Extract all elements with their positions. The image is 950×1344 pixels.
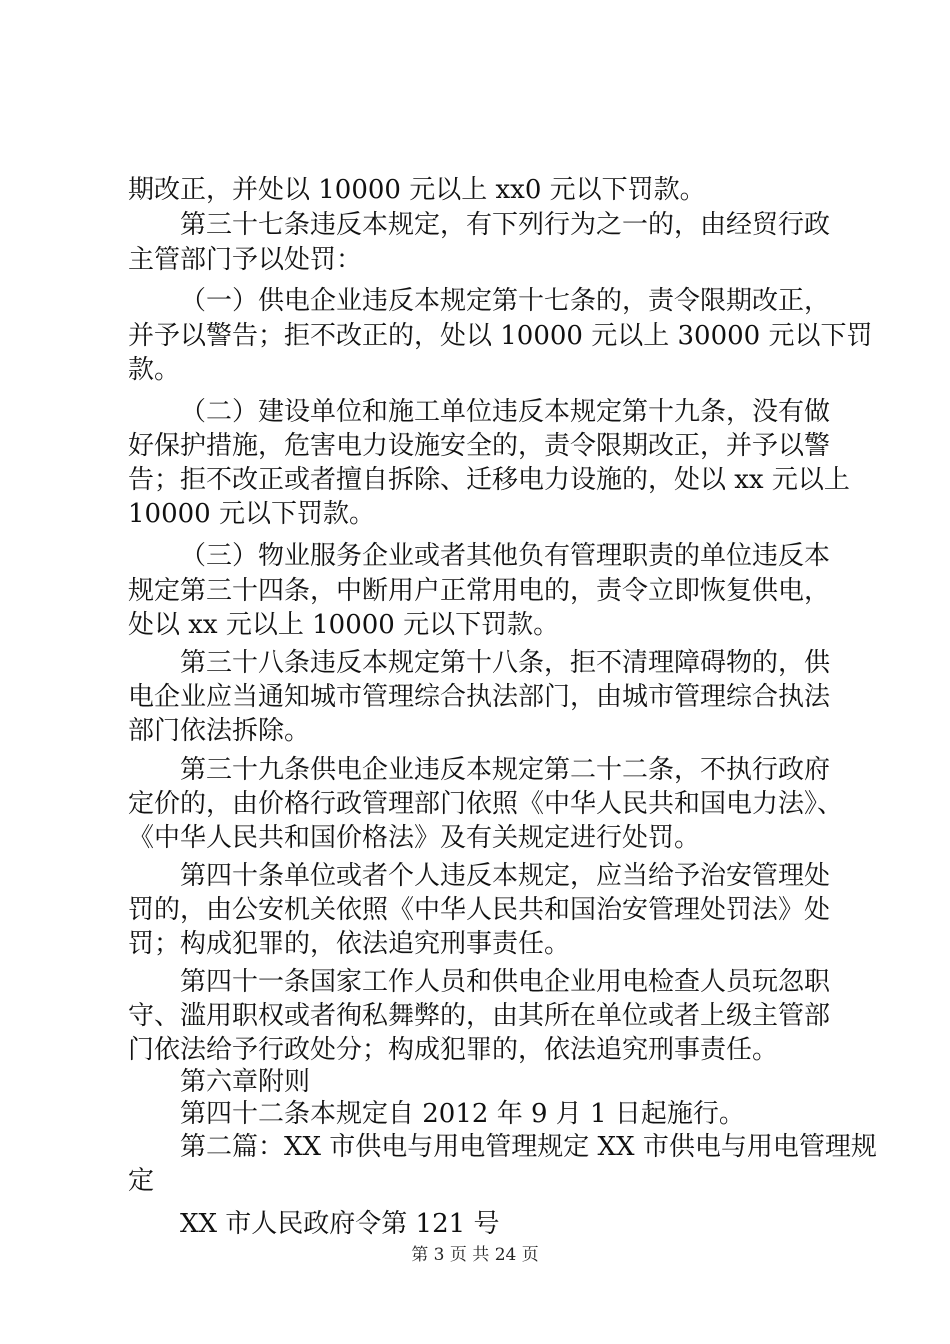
- text-line: 部门依法拆除。: [128, 716, 311, 746]
- text-line: 第四十二条本规定自 2012 年 9 月 1 日起施行。: [180, 1099, 745, 1129]
- text-line: （一）供电企业违反本规定第十七条的，责令限期改正，: [180, 286, 831, 316]
- text-line: 第三十八条违反本规定第十八条，拒不清理障碍物的，供: [180, 648, 831, 678]
- text-line: 主管部门予以处罚：: [128, 245, 363, 275]
- text-line: 规定第三十四条，中断用户正常用电的，责令立即恢复供电，: [128, 576, 831, 606]
- text-line: 罚；构成犯罪的，依法追究刑事责任。: [128, 929, 571, 959]
- text-line: 第三十七条违反本规定，有下列行为之一的，由经贸行政: [180, 210, 831, 240]
- decree-number: XX 市人民政府令第 121 号: [180, 1209, 500, 1239]
- article-title: 定: [128, 1166, 155, 1196]
- text-line: 第四十一条国家工作人员和供电企业用电检查人员玩忽职: [180, 967, 831, 997]
- section-heading: 第六章附则: [180, 1067, 311, 1097]
- text-line: 款。: [128, 355, 181, 385]
- text-line: （三）物业服务企业或者其他负有管理职责的单位违反本: [180, 541, 831, 571]
- text-line: 罚的，由公安机关依照《中华人民共和国治安管理处罚法》处: [128, 895, 831, 925]
- text-line: 定价的，由价格行政管理部门依照《中华人民共和国电力法》、: [128, 789, 844, 819]
- text-line: 好保护措施，危害电力设施安全的，责令限期改正，并予以警: [128, 431, 831, 461]
- text-line: 《中华人民共和国价格法》及有关规定进行处罚。: [128, 823, 701, 853]
- text-line: 期改正，并处以 10000 元以上 xx0 元以下罚款。: [128, 175, 706, 205]
- text-line: 并予以警告；拒不改正的，处以 10000 元以上 30000 元以下罚: [128, 321, 873, 351]
- article-title: 第二篇：XX 市供电与用电管理规定 XX 市供电与用电管理规: [180, 1132, 877, 1162]
- text-line: 处以 xx 元以上 10000 元以下罚款。: [128, 610, 560, 640]
- text-line: 第三十九条供电企业违反本规定第二十二条，不执行政府: [180, 755, 831, 785]
- text-line: 告；拒不改正或者擅自拆除、迁移电力设施的，处以 xx 元以上: [128, 465, 850, 495]
- text-line: 10000 元以下罚款。: [128, 499, 375, 529]
- text-line: 电企业应当通知城市管理综合执法部门，由城市管理综合执法: [128, 682, 831, 712]
- text-line: 门依法给予行政处分；构成犯罪的，依法追究刑事责任。: [128, 1035, 779, 1065]
- text-line: （二）建设单位和施工单位违反本规定第十九条，没有做: [180, 397, 831, 427]
- page-footer: 第 3 页 共 24 页: [411, 1245, 539, 1265]
- text-line: 第四十条单位或者个人违反本规定，应当给予治安管理处: [180, 861, 831, 891]
- text-line: 守、滥用职权或者徇私舞弊的，由其所在单位或者上级主管部: [128, 1001, 831, 1031]
